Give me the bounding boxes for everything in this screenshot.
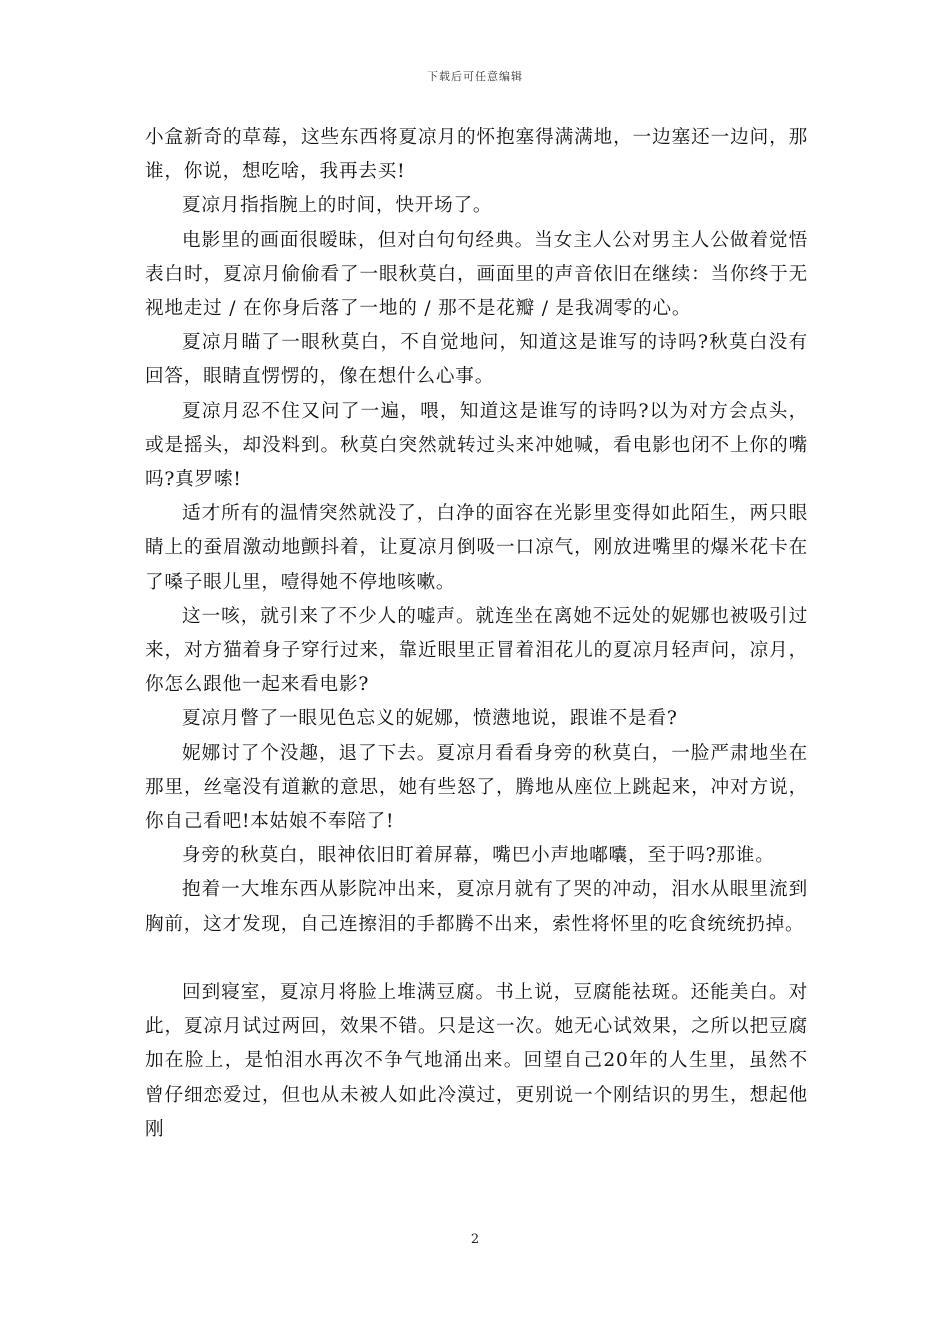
page-number: 2: [470, 1232, 480, 1247]
paragraph-12: 回到寝室，夏凉月将脸上堆满豆腐。书上说，豆腐能祛斑。还能美白。对此，夏凉月试过两回，效果不错。只是这一次。她无心试效果，之所以把豆腐加在脸上，是怕泪水再次不争气地涌出来。回望自己20年的人生里，虽然不曾仔细恋爱过，但也从未被人如此冷漠过，更别说一个刚结识的男生，想起他刚: [145, 982, 808, 1140]
paragraph-7: 这一咳，就引来了不少人的嘘声。就连坐在离她不远处的妮娜也被吸引过来，对方猫着身子穿行过来，靠近眼里正冒着泪花儿的夏凉月轻声问，凉月，你怎么跟他一起来看电影?: [145, 605, 808, 696]
paragraph-9: 妮娜讨了个没趣，退了下去。夏凉月看看身旁的秋莫白，一脸严肃地坐在那里，丝毫没有道歉的意思，她有些怒了，腾地从座位上跳起来，冲对方说，你自己看吧!本姑娘不奉陪了!: [145, 742, 808, 833]
paragraph-1: 小盒新奇的草莓，这些东西将夏凉月的怀抱塞得满满地，一边塞还一边问，那谁，你说，想吃啥，我再去买!: [145, 127, 808, 183]
paragraph-8: 夏凉月瞥了一眼见色忘义的妮娜，愤懑地说，跟谁不是看?: [182, 708, 678, 730]
paragraph-2: 夏凉月指指腕上的时间，快开场了。: [182, 195, 493, 217]
paragraph-6: 适才所有的温情突然就没了，白净的面容在光影里变得如此陌生，两只眼睛上的蚕眉激动地颤抖着，让夏凉月倒吸一口凉气，刚放进嘴里的爆米花卡在了嗓子眼儿里，噎得她不停地咳嗽。: [145, 503, 808, 593]
paragraph-3: 电影里的画面很暧昧，但对白句句经典。当女主人公对男主人公做着觉悟表白时，夏凉月偷偷看了一眼秋莫白，画面里的声音依旧在继续：当你终于无视地走过 / 在你身后落了一地的 / 那不是花瓣 / 是我凋零的心。: [145, 229, 808, 320]
paragraph-10: 身旁的秋莫白，眼神依旧盯着屏幕，嘴巴小声地嘟囔，至于吗?那谁。: [182, 845, 775, 867]
paragraph-4: 夏凉月瞄了一眼秋莫白，不自觉地问，知道这是谁写的诗吗?秋莫白没有回答，眼睛直愣愣的，像在想什么心事。: [145, 332, 808, 388]
paragraph-5: 夏凉月忍不住又问了一遍，喂，知道这是谁写的诗吗?以为对方会点头，或是摇头，却没料到。秋莫白突然就转过头来冲她喊，看电影也闭不上你的嘴吗?真罗嗦!: [145, 400, 808, 491]
paragraph-gap: [145, 942, 808, 976]
paragraph-11: 抱着一大堆东西从影院冲出来，夏凉月就有了哭的冲动，泪水从眼里流到胸前，这才发现，自己连擦泪的手都腾不出来，索性将怀里的吃食统统扔掉。: [145, 879, 808, 935]
document-body: [145, 121, 808, 1147]
page-header: 下载后可任意编辑: [427, 70, 523, 83]
